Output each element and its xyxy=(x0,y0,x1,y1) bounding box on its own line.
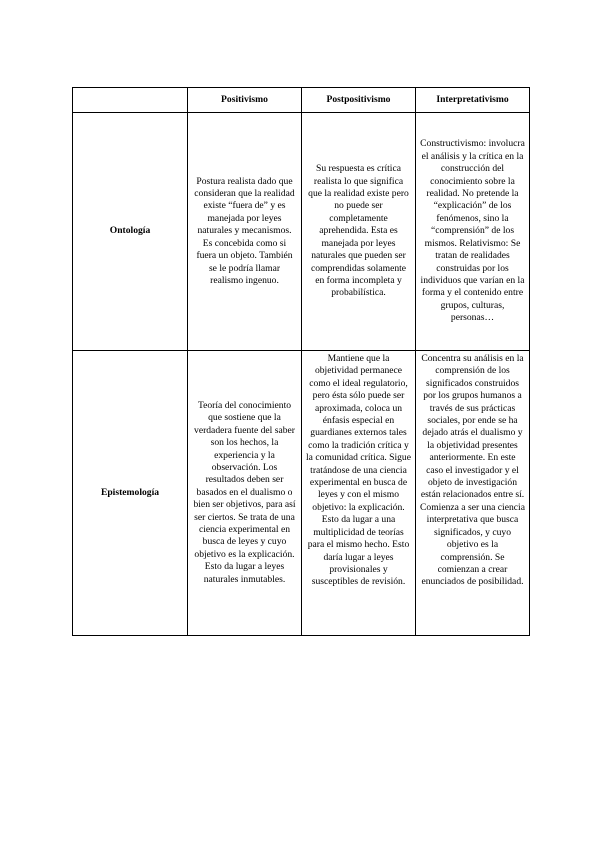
cell-epistemologia-interpretativismo: Concentra su análisis en la comprensión de los significados construidos por los grupos humanos a través de sus prácticas sociales, por ende se ha dejado atrás el dualismo y la objetividad presentes anteriormente. En este caso el investigador y el objeto de investigación están relacionados entre sí. Comienza a ser una ciencia interpretativa que busca significados, y cuyo objetivo es la comprensión. Se comienzan a crear enunciados de posibilidad. xyxy=(416,351,530,636)
row-label-epistemologia: Epistemología xyxy=(73,351,188,636)
comparison-table xyxy=(72,87,530,636)
header-interpretativismo: Interpretativismo xyxy=(416,88,530,113)
cell-epistemologia-positivismo: Teoría del conocimiento que sostiene que la verdadera fuente del saber son los hechos, la experiencia y la observación. Los resultados deben ser basados en el dualismo o bien ser objetivos, para así ser ciertos. Se trata de una ciencia experimental en busca de leyes y cuyo objetivo es la explicación. Esto da lugar a leyes naturales inmutables. xyxy=(188,351,302,636)
table-row-epistemologia xyxy=(73,351,530,636)
header-empty-cell xyxy=(73,88,188,113)
table-row-ontologia xyxy=(73,113,530,351)
cell-ontologia-positivismo: Postura realista dado que consideran que la realidad existe “fuera de” y es manejada por leyes naturales y mecanismos. Es concebida como si fuera un objeto. También se le podría llamar realismo ingenuo. xyxy=(188,113,302,351)
header-row xyxy=(73,88,530,113)
row-label-ontologia: Ontología xyxy=(73,113,188,351)
cell-epistemologia-postpositivismo: Mantiene que la objetividad permanece como el ideal regulatorio, pero ésta sólo puede ser aproximada, coloca un énfasis especial en guardianes externos tales como la tradición crítica y la comunidad crítica. Sigue tratándose de una ciencia experimental en busca de leyes y con el mismo objetivo: la explicación. Esto da lugar a una multiplicidad de teorías para el mismo hecho. Esto daría lugar a leyes provisionales y susceptibles de revisión. xyxy=(302,351,416,636)
cell-ontologia-postpositivismo: Su respuesta es crítica realista lo que significa que la realidad existe pero no puede ser completamente aprehendida. Esta es manejada por leyes naturales que pueden ser comprendidas solamente en forma incompleta y probabilística. xyxy=(302,113,416,351)
header-positivismo: Positivismo xyxy=(188,88,302,113)
header-postpositivismo: Postpositivismo xyxy=(302,88,416,113)
cell-ontologia-interpretativismo: Constructivismo: involucra el análisis y la crítica en la construcción del conocimiento sobre la realidad. No pretende la “explicación” de los fenómenos, sino la “comprensión” de los mismos. Relativismo: Se tratan de realidades construidas por los individuos que varían en la forma y el contenido entre grupos, culturas, personas… xyxy=(416,113,530,351)
